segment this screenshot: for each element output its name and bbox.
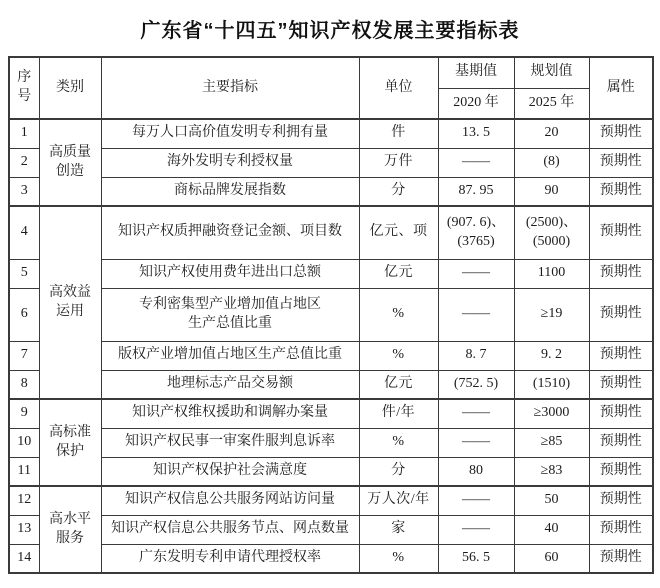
table-body xyxy=(9,119,653,573)
indicator-cell xyxy=(101,206,359,259)
plan-value-cell xyxy=(514,457,589,486)
unit-cell xyxy=(359,370,438,399)
unit-cell xyxy=(359,341,438,370)
attribute-cell-line: 预期性 xyxy=(599,265,642,281)
attribute-cell-line: 预期性 xyxy=(599,462,642,478)
indicator-cell xyxy=(101,457,359,486)
attribute-cell-line: 预期性 xyxy=(599,434,642,450)
unit-cell xyxy=(359,428,438,457)
table-row xyxy=(9,544,653,573)
unit-cell-line: 分 xyxy=(391,462,406,478)
row-number-cell xyxy=(9,399,39,428)
indicator-cell-line: 知识产权保护社会满意度 xyxy=(153,462,307,478)
base-value-cell-line: 56. 5 xyxy=(462,549,490,565)
table-row xyxy=(9,119,653,148)
base-value-cell xyxy=(438,259,514,288)
attribute-cell-line: 预期性 xyxy=(599,154,642,170)
unit-cell-line: % xyxy=(392,347,405,363)
attribute-cell-line: 预期性 xyxy=(599,405,642,421)
table-row xyxy=(9,206,653,259)
base-period-header: 基期值 xyxy=(438,57,514,88)
row-number-cell-line: 1 xyxy=(20,125,28,141)
base-value-cell-line: 87. 95 xyxy=(458,182,494,198)
indicator-cell-line: 广东发明专利申请代理授权率 xyxy=(139,549,321,565)
base-value-cell xyxy=(438,515,514,544)
category-cell-line: 创造 xyxy=(56,163,84,179)
unit-cell-line: 分 xyxy=(391,182,406,198)
unit-cell xyxy=(359,544,438,573)
attribute-header: 属性 xyxy=(589,57,653,119)
unit-cell-line: 亿元、项 xyxy=(369,224,428,240)
attribute-cell xyxy=(589,515,653,544)
table-row xyxy=(9,399,653,428)
unit-cell xyxy=(359,515,438,544)
row-number-cell xyxy=(9,457,39,486)
base-value-cell xyxy=(438,148,514,177)
plan-period-header: 规划值 xyxy=(514,57,589,88)
plan-value-cell xyxy=(514,288,589,341)
indicator-header: 主要指标 xyxy=(101,57,359,119)
unit-cell xyxy=(359,119,438,148)
plan-value-cell xyxy=(514,119,589,148)
row-number-cell xyxy=(9,544,39,573)
unit-cell-line: 万人次/年 xyxy=(367,492,430,508)
attribute-cell xyxy=(589,177,653,206)
base-value-cell xyxy=(438,177,514,206)
unit-cell-line: % xyxy=(392,306,405,322)
attribute-cell-line: 预期性 xyxy=(599,521,642,537)
base-value-cell-line: —— xyxy=(462,521,490,537)
attribute-cell xyxy=(589,259,653,288)
base-value-cell-line: 13. 5 xyxy=(462,125,490,141)
plan-value-cell-line: ≥83 xyxy=(540,462,563,478)
attribute-cell-line: 预期性 xyxy=(599,492,642,508)
plan-value-cell-line: (1510) xyxy=(532,375,571,391)
base-value-cell-line: —— xyxy=(462,154,490,170)
base-value-cell-line: —— xyxy=(462,306,490,322)
plan-value-cell xyxy=(514,370,589,399)
indicator-cell xyxy=(101,259,359,288)
row-number-cell-line: 10 xyxy=(17,434,32,450)
indicator-cell-line: 生产总值比重 xyxy=(188,315,272,331)
indicator-cell-line: 海外发明专利授权量 xyxy=(167,154,293,170)
unit-cell xyxy=(359,148,438,177)
plan-value-cell xyxy=(514,515,589,544)
attribute-cell-line: 预期性 xyxy=(599,182,642,198)
category-header: 类别 xyxy=(39,57,101,119)
table-row xyxy=(9,148,653,177)
row-number-cell-line: 3 xyxy=(20,182,28,198)
row-number-cell-line: 2 xyxy=(20,154,28,170)
attribute-cell-line: 预期性 xyxy=(599,347,642,363)
row-number-cell-line: 9 xyxy=(20,405,28,421)
row-number-cell xyxy=(9,206,39,259)
plan-year-header: 2025 年 xyxy=(514,88,589,119)
table-row xyxy=(9,288,653,341)
plan-value-cell-line: 9. 2 xyxy=(541,347,562,363)
attribute-cell xyxy=(589,486,653,515)
plan-value-cell-line: 60 xyxy=(544,549,559,565)
unit-cell xyxy=(359,399,438,428)
base-value-cell-line: —— xyxy=(462,265,490,281)
indicator-cell-line: 知识产权质押融资登记金额、项目数 xyxy=(118,224,342,240)
unit-header: 单位 xyxy=(359,57,438,119)
indicator-cell xyxy=(101,399,359,428)
plan-value-cell xyxy=(514,341,589,370)
category-cell-line: 高质量 xyxy=(49,144,91,160)
attribute-cell xyxy=(589,544,653,573)
category-cell-line: 服务 xyxy=(56,530,84,546)
header-row-1 xyxy=(9,57,653,88)
table-row xyxy=(9,177,653,206)
attribute-cell xyxy=(589,341,653,370)
attribute-cell-line: 预期性 xyxy=(599,375,642,391)
plan-value-cell xyxy=(514,486,589,515)
category-cell-line: 高效益 xyxy=(49,284,91,300)
table-row xyxy=(9,370,653,399)
unit-cell xyxy=(359,486,438,515)
category-cell xyxy=(39,119,101,206)
base-value-cell-line: —— xyxy=(462,434,490,450)
base-value-cell xyxy=(438,399,514,428)
attribute-cell-line: 预期性 xyxy=(599,549,642,565)
attribute-cell-line: 预期性 xyxy=(599,125,642,141)
base-value-cell xyxy=(438,457,514,486)
base-value-cell xyxy=(438,206,514,259)
indicator-cell xyxy=(101,119,359,148)
base-value-cell-line: 80 xyxy=(469,462,483,478)
indicator-cell-line: 版权产业增加值占地区生产总值比重 xyxy=(118,347,342,363)
base-year-header: 2020 年 xyxy=(438,88,514,119)
plan-value-cell-line: 90 xyxy=(544,182,559,198)
indicator-cell-line: 知识产权信息公共服务网站访问量 xyxy=(125,492,335,508)
plan-value-cell xyxy=(514,206,589,259)
attribute-cell xyxy=(589,370,653,399)
row-number-cell-line: 6 xyxy=(20,306,28,322)
table-row xyxy=(9,259,653,288)
plan-value-cell-line: 1100 xyxy=(537,265,566,281)
attribute-cell xyxy=(589,119,653,148)
attribute-cell xyxy=(589,457,653,486)
row-number-cell xyxy=(9,515,39,544)
plan-value-cell-line: 50 xyxy=(544,492,559,508)
base-value-cell xyxy=(438,370,514,399)
unit-cell-line: 件 xyxy=(391,125,406,141)
row-number-cell-line: 5 xyxy=(20,265,28,281)
category-cell xyxy=(39,206,101,399)
plan-value-cell-line: ≥19 xyxy=(540,306,563,322)
base-value-cell xyxy=(438,288,514,341)
unit-cell-line: 件/年 xyxy=(381,405,416,421)
unit-cell-line: 家 xyxy=(391,521,406,537)
row-number-cell xyxy=(9,486,39,515)
row-number-cell xyxy=(9,341,39,370)
row-number-cell-line: 14 xyxy=(17,549,32,565)
base-value-cell-line: (3765) xyxy=(457,233,495,249)
plan-value-cell-line: (8) xyxy=(543,154,560,170)
plan-value-cell xyxy=(514,177,589,206)
indicator-cell xyxy=(101,428,359,457)
indicator-cell-line: 专利密集型产业增加值占地区 xyxy=(139,296,321,312)
indicator-table xyxy=(8,56,654,574)
page-title: 广东省“十四五”知识产权发展主要指标表 xyxy=(140,20,520,42)
base-value-cell xyxy=(438,544,514,573)
indicator-cell xyxy=(101,148,359,177)
unit-cell xyxy=(359,259,438,288)
table-row xyxy=(9,428,653,457)
attribute-cell xyxy=(589,206,653,259)
row-number-cell xyxy=(9,288,39,341)
table-header xyxy=(9,57,653,119)
row-number-cell xyxy=(9,370,39,399)
row-number-cell-line: 8 xyxy=(20,375,28,391)
table-row xyxy=(9,486,653,515)
unit-cell xyxy=(359,457,438,486)
row-number-cell xyxy=(9,259,39,288)
category-cell-line: 运用 xyxy=(56,303,84,319)
plan-value-cell-line: ≥85 xyxy=(540,434,563,450)
plan-value-cell xyxy=(514,148,589,177)
plan-value-cell-line: ≥3000 xyxy=(533,405,570,421)
base-value-cell-line: (907. 6)、 xyxy=(446,214,506,230)
category-cell xyxy=(39,486,101,573)
row-number-cell xyxy=(9,148,39,177)
plan-value-cell-line: 40 xyxy=(544,521,559,537)
indicator-cell xyxy=(101,341,359,370)
plan-value-cell-line: 20 xyxy=(544,125,559,141)
indicator-cell-line: 知识产权使用费年进出口总额 xyxy=(139,265,321,281)
indicator-cell-line: 知识产权民事一审案件服判息诉率 xyxy=(125,434,335,450)
base-value-cell xyxy=(438,341,514,370)
unit-cell-line: % xyxy=(392,434,405,450)
table-row xyxy=(9,341,653,370)
plan-value-cell xyxy=(514,399,589,428)
table-row xyxy=(9,457,653,486)
base-value-cell xyxy=(438,428,514,457)
category-cell-line: 保护 xyxy=(56,443,84,459)
unit-cell xyxy=(359,177,438,206)
row-number-cell-line: 12 xyxy=(17,492,32,508)
attribute-cell xyxy=(589,288,653,341)
base-value-cell-line: 8. 7 xyxy=(465,347,487,363)
base-value-cell-line: —— xyxy=(462,492,490,508)
attribute-cell xyxy=(589,148,653,177)
attribute-cell xyxy=(589,399,653,428)
unit-cell-line: 亿元 xyxy=(384,375,413,391)
indicator-cell-line: 商标品牌发展指数 xyxy=(174,182,286,198)
plan-value-cell xyxy=(514,544,589,573)
plan-value-cell-line: (5000) xyxy=(532,233,571,249)
row-number-cell xyxy=(9,428,39,457)
indicator-cell xyxy=(101,177,359,206)
indicator-cell-line: 知识产权信息公共服务节点、网点数量 xyxy=(111,521,349,537)
row-number-cell xyxy=(9,177,39,206)
table-row xyxy=(9,515,653,544)
serial-header: 序号 xyxy=(9,57,39,119)
plan-value-cell xyxy=(514,259,589,288)
unit-cell-line: % xyxy=(392,549,405,565)
indicator-cell xyxy=(101,486,359,515)
row-number-cell-line: 13 xyxy=(17,521,32,537)
category-cell xyxy=(39,399,101,486)
indicator-cell-line: 每万人口高价值发明专利拥有量 xyxy=(132,125,328,141)
unit-cell xyxy=(359,206,438,259)
indicator-cell xyxy=(101,515,359,544)
category-cell-line: 高水平 xyxy=(49,511,91,527)
indicator-cell xyxy=(101,288,359,341)
row-number-cell-line: 4 xyxy=(20,224,28,240)
base-value-cell xyxy=(438,119,514,148)
base-value-cell-line: —— xyxy=(462,405,490,421)
attribute-cell xyxy=(589,428,653,457)
indicator-cell xyxy=(101,544,359,573)
base-value-cell-line: (752. 5) xyxy=(453,375,499,391)
row-number-cell xyxy=(9,119,39,148)
unit-cell-line: 亿元 xyxy=(384,265,413,281)
row-number-cell-line: 7 xyxy=(20,347,28,363)
category-cell-line: 高标准 xyxy=(49,424,91,440)
indicator-cell xyxy=(101,370,359,399)
plan-value-cell xyxy=(514,428,589,457)
indicator-cell-line: 地理标志产品交易额 xyxy=(167,375,293,391)
attribute-cell-line: 预期性 xyxy=(599,224,642,240)
attribute-cell-line: 预期性 xyxy=(599,306,642,322)
unit-cell xyxy=(359,288,438,341)
unit-cell-line: 万件 xyxy=(384,154,413,170)
row-number-cell-line: 11 xyxy=(17,462,31,478)
plan-value-cell-line: (2500)、 xyxy=(525,214,578,230)
indicator-cell-line: 知识产权维权援助和调解办案量 xyxy=(132,405,328,421)
base-value-cell xyxy=(438,486,514,515)
